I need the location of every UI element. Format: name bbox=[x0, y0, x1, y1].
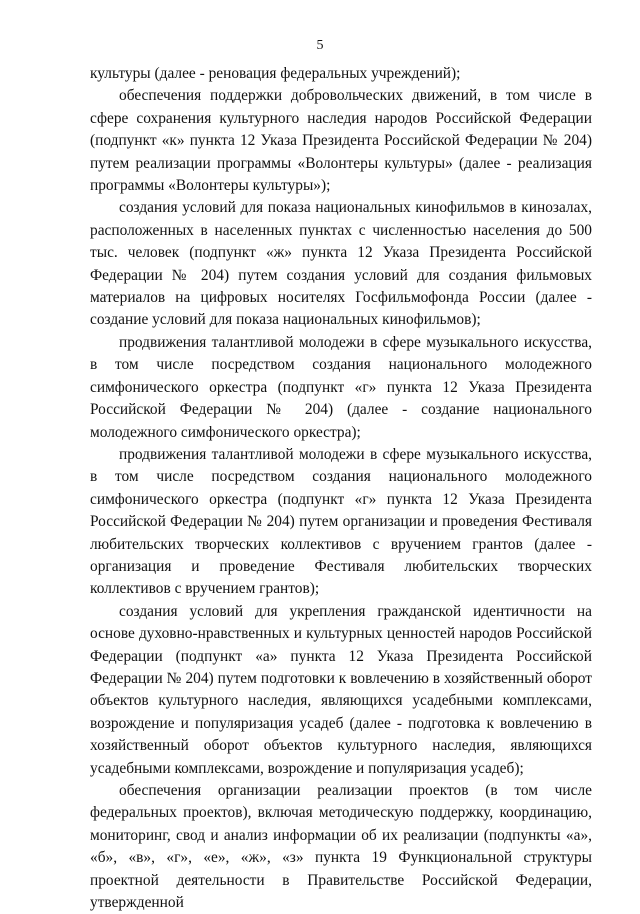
paragraph-youth-orchestra: продвижения талантливой молодежи в сфере музыкального искусства, в том числе посредством создания национального молодежного симфонического оркестра (подпункт «г» пункта 12 Указа Президента Российской Федерации № 204) (далее - создание национального молодежного симфонического оркестра); bbox=[90, 333, 592, 441]
page-number: 5 bbox=[316, 38, 324, 53]
paragraph-national-films: создания условий для показа национальных кинофильмов в кинозалах, расположенных в населенных пунктах с численностью населения до 500 тыс. человек (подпункт «ж» пункта 12 Указа Президента Российской Федерации № 204) путем создания условий для создания фильмовых материалов на цифровых носителях Госфильмофонда России (далее - создание условий для показа национальных кинофильмов); bbox=[90, 199, 592, 329]
document-body bbox=[90, 63, 592, 914]
paragraph-volunteer-movements: обеспечения поддержки добровольческих движений, в том числе в сфере сохранения культурного наследия народов Российской Федерации (подпункт «к» пункта 12 Указа Президента Российской Федерации № 204) путем реализации программы «Волонтеры культуры» (далее - реализация программы «Волонтеры культуры»); bbox=[90, 87, 592, 195]
paragraph-manor-estates: создания условий для укрепления гражданской идентичности на основе духовно-нравственных и культурных ценностей народов Российской Федерации (подпункт «а» пункта 12 Указа Президента Российской Федерации № 204) путем подготовки к вовлечению в хозяйственный оборот объектов культурного наследия, являющихся усадебными комплексами, возрождение и популяризация усадеб (далее - подготовка к вовлечению в хозяйственный оборот объектов культурного наследия, являющихся усадебными комплексами, возрождение и популяризация усадеб); bbox=[90, 602, 592, 777]
paragraph-project-organization: обеспечения организации реализации проектов (в том числе федеральных проектов), включая методическую поддержку, координацию, мониторинг, свод и анализ информации об их реализации (подпункты «а», «б», «в», «г», «е», «ж», «з» пункта 19 Функциональной структуры проектной деятельности в Правительстве Российской Федерации, утвержденной bbox=[90, 782, 592, 912]
paragraph-amateur-festival: продвижения талантливой молодежи в сфере музыкального искусства, в том числе посредством создания национального молодежного симфонического оркестра (подпункт «г» пункта 12 Указа Президента Российской Федерации № 204) путем организации и проведения Фестиваля любительских творческих коллективов с вручением грантов (далее - организация и проведение Фестиваля любительских творческих коллективов с вручением грантов); bbox=[90, 445, 592, 598]
paragraph-renovation-continuation: культуры (далее - реновация федеральных учреждений); bbox=[90, 65, 461, 82]
